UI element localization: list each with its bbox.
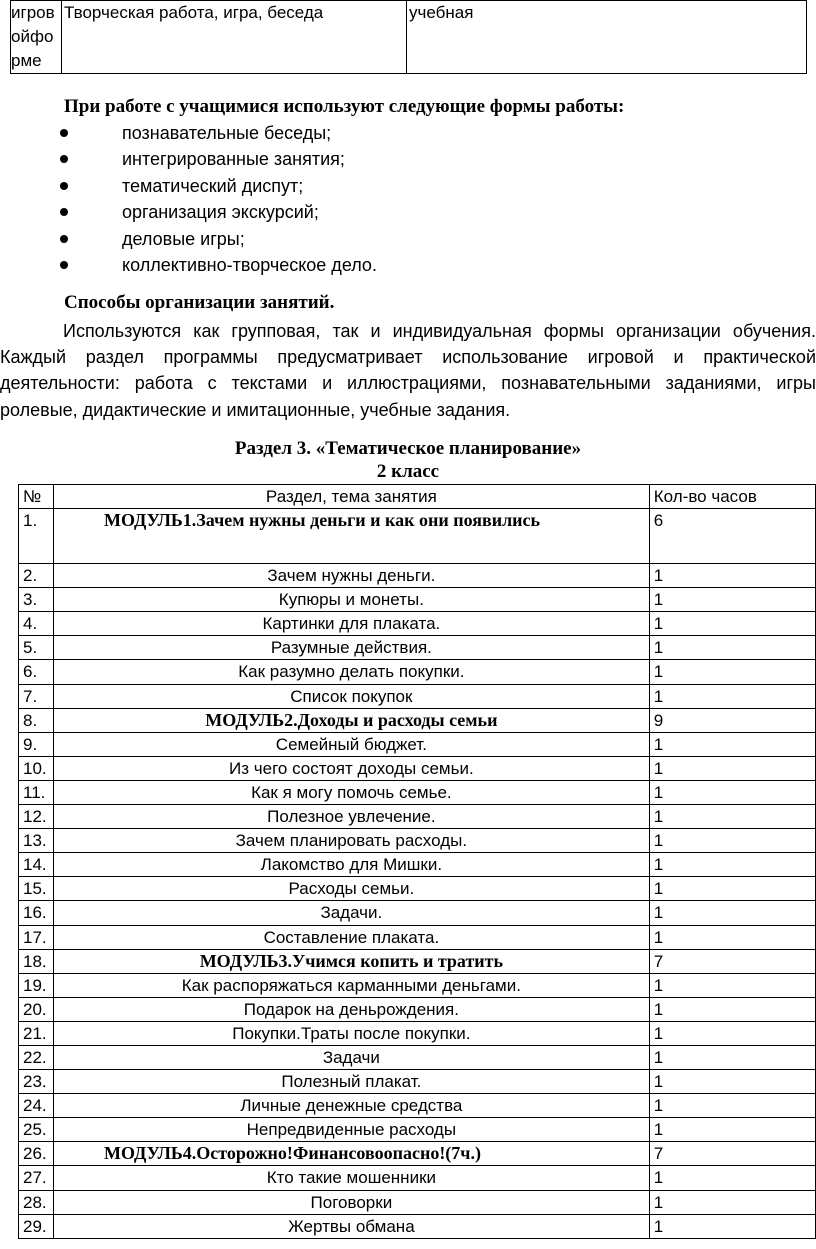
bullet-icon (60, 182, 68, 190)
row-hours: 1 (649, 925, 815, 949)
row-hours: 7 (649, 1142, 815, 1166)
row-number: 1. (19, 509, 54, 564)
row-number: 10. (19, 756, 54, 780)
top-table-cell-type: учебная (407, 1, 807, 74)
methods-paragraph: Используются как групповая, так и индивидуальная формы организации обучения. Каждый раздел программы предусматривает использование игровой и практической деятельности: работа с текстами и иллюстрациями, познавательными заданиями, игры ролевые, дидактические и имитационные, учебные задания. (0, 321, 816, 420)
row-topic: Семейный бюджет. (53, 732, 649, 756)
row-hours: 1 (649, 1118, 815, 1142)
list-item-text: тематический диспут; (122, 175, 304, 196)
table-row (19, 853, 816, 877)
table-row (19, 780, 816, 804)
row-topic: МОДУЛЬ3.Учимся копить и тратить (53, 949, 649, 973)
table-row (19, 564, 816, 588)
forms-heading: При работе с учащимися используют следующие формы работы: (64, 96, 625, 117)
row-number: 29. (19, 1214, 54, 1238)
row-hours: 1 (649, 1214, 815, 1238)
row-number: 5. (19, 636, 54, 660)
bullet-icon (60, 261, 68, 269)
table-row (19, 756, 816, 780)
row-topic: МОДУЛЬ1.Зачем нужны деньги и как они появились (53, 509, 649, 564)
row-hours: 1 (649, 901, 815, 925)
top-table-cell-form-line: игров (11, 3, 55, 22)
row-topic: Кто такие мошенники (53, 1166, 649, 1190)
row-topic: Задачи. (53, 901, 649, 925)
row-hours: 1 (649, 756, 815, 780)
methods-heading: Способы организации занятий. (64, 292, 335, 313)
list-item-text: познавательные беседы; (122, 123, 332, 143)
row-number: 3. (19, 588, 54, 612)
row-topic: Покупки.Траты после покупки. (53, 1021, 649, 1045)
row-hours: 1 (649, 564, 815, 588)
table-row (19, 684, 816, 708)
row-hours: 1 (649, 1021, 815, 1045)
bullet-icon (60, 129, 68, 137)
table-row (19, 949, 816, 973)
table-row (19, 877, 816, 901)
table-header-row (19, 485, 816, 509)
table-row (19, 509, 816, 564)
row-number: 14. (19, 853, 54, 877)
table-row (19, 612, 816, 636)
table-row (19, 588, 816, 612)
row-topic: Купюры и монеты. (53, 588, 649, 612)
table-row (19, 660, 816, 684)
row-topic: Лакомство для Мишки. (53, 853, 649, 877)
row-topic: Задачи (53, 1045, 649, 1069)
row-topic: Непредвиденные расходы (53, 1118, 649, 1142)
bullet-icon (60, 235, 68, 243)
table-row (19, 1190, 816, 1214)
list-item-text: деловые игры; (122, 228, 245, 249)
row-topic: Из чего состоят доходы семьи. (53, 756, 649, 780)
row-topic: Подарок на деньрождения. (53, 997, 649, 1021)
row-number: 27. (19, 1166, 54, 1190)
row-topic: Как разумно делать покупки. (53, 660, 649, 684)
table-row (19, 732, 816, 756)
row-topic: Как распоряжаться карманными деньгами. (53, 973, 649, 997)
top-table-cell-form-line: ойфо (11, 27, 54, 46)
row-topic: Полезный плакат. (53, 1070, 649, 1094)
row-topic: Жертвы обмана (53, 1214, 649, 1238)
row-number: 25. (19, 1118, 54, 1142)
top-table-row (11, 1, 807, 74)
table-row (19, 1166, 816, 1190)
row-hours: 1 (649, 1166, 815, 1190)
row-hours: 1 (649, 1070, 815, 1094)
row-topic: МОДУЛЬ4.Осторожно!Финансовоопасно!(7ч.) (53, 1142, 649, 1166)
table-row (19, 1142, 816, 1166)
list-item-text: интегрированные занятия; (122, 149, 345, 170)
table-row (19, 708, 816, 732)
row-number: 16. (19, 901, 54, 925)
list-item-text: коллективно-творческое дело. (122, 254, 377, 275)
top-table-cell-form (11, 1, 62, 74)
row-number: 22. (19, 1045, 54, 1069)
row-hours: 1 (649, 684, 815, 708)
table-row (19, 1021, 816, 1045)
table-row (19, 1094, 816, 1118)
row-number: 15. (19, 877, 54, 901)
table-row (19, 1118, 816, 1142)
row-topic: Список покупок (53, 684, 649, 708)
row-hours: 1 (649, 1045, 815, 1069)
section-title: Раздел 3. «Тематическое планирование» (234, 438, 582, 459)
row-topic: Картинки для плаката. (53, 612, 649, 636)
table-row (19, 901, 816, 925)
row-hours: 1 (649, 732, 815, 756)
row-number: 11. (19, 780, 54, 804)
row-number: 20. (19, 997, 54, 1021)
list-item-text: организация экскурсий; (122, 202, 319, 223)
table-row (19, 1045, 816, 1069)
row-number: 19. (19, 973, 54, 997)
row-topic: Полезное увлечение. (53, 805, 649, 829)
row-hours: 1 (649, 829, 815, 853)
row-number: 6. (19, 660, 54, 684)
header-topic: Раздел, тема занятия (53, 485, 649, 509)
header-number: № (19, 485, 54, 509)
table-row (19, 805, 816, 829)
table-row (19, 636, 816, 660)
row-topic: Зачем нужны деньги. (53, 564, 649, 588)
top-table-cell-form-line: рме (11, 51, 42, 70)
row-number: 18. (19, 949, 54, 973)
header-hours: Кол-во часов (649, 485, 815, 509)
row-hours: 1 (649, 612, 815, 636)
row-number: 9. (19, 732, 54, 756)
row-hours: 1 (649, 588, 815, 612)
row-hours: 1 (649, 877, 815, 901)
row-number: 2. (19, 564, 54, 588)
row-hours: 1 (649, 1190, 815, 1214)
row-hours: 1 (649, 636, 815, 660)
row-number: 12. (19, 805, 54, 829)
row-number: 17. (19, 925, 54, 949)
row-topic: МОДУЛЬ2.Доходы и расходы семьи (53, 708, 649, 732)
row-hours: 6 (649, 509, 815, 564)
row-hours: 9 (649, 708, 815, 732)
table-row (19, 925, 816, 949)
row-number: 4. (19, 612, 54, 636)
row-hours: 1 (649, 805, 815, 829)
row-hours: 1 (649, 853, 815, 877)
row-hours: 1 (649, 1094, 815, 1118)
row-topic: Зачем планировать расходы. (53, 829, 649, 853)
row-topic: Как я могу помочь семье. (53, 780, 649, 804)
row-topic: Личные денежные средства (53, 1094, 649, 1118)
row-topic: Составление плаката. (53, 925, 649, 949)
row-number: 13. (19, 829, 54, 853)
row-number: 21. (19, 1021, 54, 1045)
row-number: 7. (19, 684, 54, 708)
row-topic: Разумные действия. (53, 636, 649, 660)
class-label: 2 класс (376, 461, 440, 482)
table-row (19, 829, 816, 853)
row-number: 28. (19, 1190, 54, 1214)
plan-table (18, 484, 816, 1239)
row-hours: 1 (649, 780, 815, 804)
table-row (19, 973, 816, 997)
top-table-fragment (10, 0, 807, 74)
row-number: 24. (19, 1094, 54, 1118)
row-hours: 1 (649, 660, 815, 684)
row-topic: Поговорки (53, 1190, 649, 1214)
table-row (19, 997, 816, 1021)
table-row (19, 1070, 816, 1094)
row-number: 23. (19, 1070, 54, 1094)
row-topic: Расходы семьи. (53, 877, 649, 901)
table-row (19, 1214, 816, 1238)
bullet-icon (60, 208, 68, 216)
row-number: 8. (19, 708, 54, 732)
row-hours: 7 (649, 949, 815, 973)
row-number: 26. (19, 1142, 54, 1166)
row-hours: 1 (649, 973, 815, 997)
row-hours: 1 (649, 997, 815, 1021)
top-table-cell-activity: Творческая работа, игра, беседа (62, 1, 407, 74)
bullet-icon (60, 155, 68, 163)
